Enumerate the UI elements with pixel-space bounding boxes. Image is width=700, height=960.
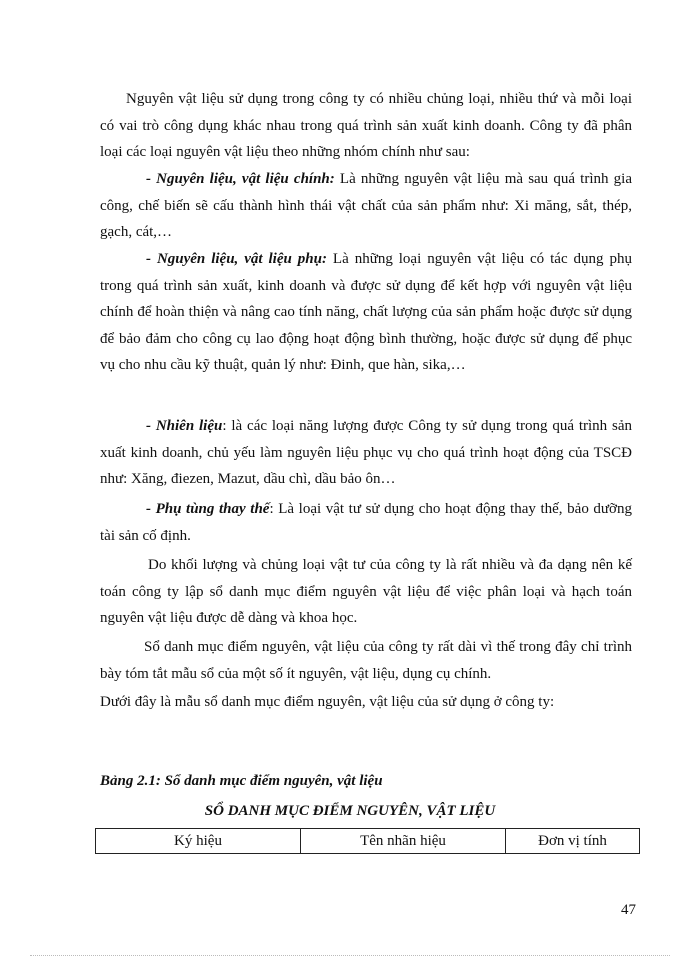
table-header-row	[96, 829, 640, 854]
header-code: Ký hiệu	[96, 829, 301, 854]
category-spare-parts	[100, 496, 632, 549]
body-text: Sổ danh mục điểm nguyên, vật liệu của công ty rất dài vì thế trong đây chỉ trình bày tóm tắt mẫu sổ của một số ít nguyên, vật liệu, dụng cụ chính.	[100, 639, 632, 682]
category-description: : Là loại vật tư sử dụng cho hoạt động thay thế, bảo dưỡng tài sản cố định.	[100, 501, 632, 544]
category-term: - Phụ tùng thay thế	[146, 501, 270, 517]
intro-text: Nguyên vật liệu sử dụng trong công ty có nhiều chủng loại, nhiều thứ và mỗi loại có vai trò công dụng khác nhau trong quá trình sản xuất kinh doanh. Công ty đã phân loại các loại nguyên vật liệu theo những nhóm chính như sau:	[100, 91, 632, 160]
table-title: SỔ DANH MỤC ĐIỂM NGUYÊN, VẬT LIỆU	[204, 803, 496, 819]
intro-paragraph	[100, 86, 632, 166]
category-description: : là các loại năng lượng được Công ty sử dụng trong quá trình sản xuất kinh doanh, chủ yếu làm nguyên liệu phục vụ cho quá trình hoạt động của TSCĐ như: Xăng, điezen, Mazut, dầu chì, dầu bảo ôn…	[100, 418, 632, 487]
header-brand-name: Tên nhãn hiệu	[301, 829, 506, 854]
category-term: - Nguyên liệu, vật liệu phụ:	[146, 251, 327, 267]
category-term: - Nguyên liệu, vật liệu chính:	[146, 171, 335, 187]
table-caption: Bảng 2.1: Sổ danh mục điểm nguyên, vật liệu	[100, 773, 383, 789]
body-paragraph-2	[100, 634, 632, 687]
category-description: Là những loại nguyên vật liệu có tác dụng phụ trong quá trình sản xuất, kinh doanh và được sử dụng để kết hợp với nguyên vật liệu chính để hoàn thiện và nâng cao tính năng, chất lượng của sản phẩm hoặc được sử dụng để bảo đảm cho công cụ lao động hoạt động bình thường, hoặc được sử dụng để phục vụ cho nhu cầu kỹ thuật, quản lý như: Đinh, que hàn, sika,…	[100, 251, 632, 373]
category-auxiliary-materials	[100, 246, 632, 379]
body-text: Do khối lượng và chủng loại vật tư của công ty là rất nhiều và đa dạng nên kế toán công ty lập sổ danh mục điểm nguyên vật liệu để việc phân loại và hạch toán nguyên vật liệu được dễ dàng và khoa học.	[100, 557, 632, 626]
category-main-materials	[100, 166, 632, 246]
body-text: Dưới đây là mẫu sổ danh mục điểm nguyên, vật liệu của sử dụng ở công ty:	[100, 694, 555, 710]
page-bottom-divider	[30, 955, 670, 956]
category-term: - Nhiên liệu	[146, 418, 223, 434]
page-number: 47	[621, 902, 636, 918]
category-description: Là những nguyên vật liệu mà sau quá trình gia công, chế biến sẽ cấu thành hình thái vật chất của sản phẩm như: Xi măng, sắt, thép, gạch, cát,…	[100, 171, 633, 240]
body-paragraph-1	[100, 552, 632, 632]
category-fuel	[100, 413, 632, 493]
body-paragraph-3	[100, 689, 632, 716]
materials-catalog-table	[95, 828, 640, 854]
header-unit: Đơn vị tính	[506, 829, 640, 854]
